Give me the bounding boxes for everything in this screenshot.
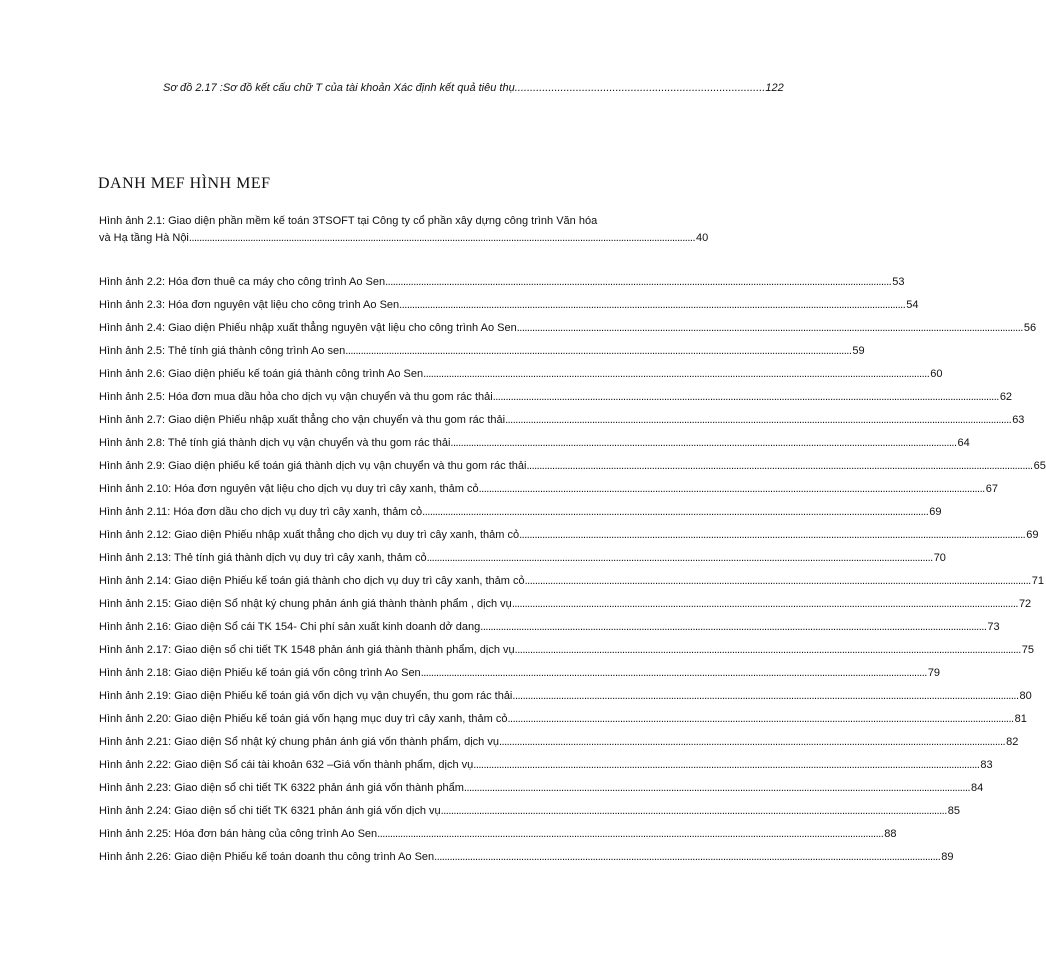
toc-entry-line [99,552,946,566]
toc-entry-title: Hình ảnh 2.26: Giao diện Phiếu kế toán doanh thu công trình Ao Sen [99,851,435,863]
toc-dot-leader [517,322,1023,334]
toc-entry-title: Hình ảnh 2.25: Hóa đơn bán hàng của công trình Ao Sen [99,828,378,840]
toc-entry-line [99,368,943,382]
toc-entry-line [99,621,1000,635]
toc-entry-page: 82 [1006,736,1019,748]
toc-entry-page: 73 [987,621,1000,633]
section-heading: DANH MEF HÌNH MEF [98,175,271,192]
toc-entry-title: Hình ảnh 2.9: Giao diện phiếu kế toán giá thành dịch vụ vận chuyển và thu gom rác thải [99,460,527,472]
toc-dot-leader [434,851,940,863]
toc-entry[interactable] [99,368,943,382]
toc-entry[interactable] [99,598,1032,612]
toc-entry-line [99,667,941,681]
toc-dot-leader [493,391,999,403]
toc-entry-page: 54 [906,299,919,311]
toc-dot-leader [505,414,1011,426]
toc-entry[interactable] [99,391,1013,405]
toc-entry-title: Hình ảnh 2.6: Giao diện phiếu kế toán giá thành công trình Ao Sen [99,368,424,380]
toc-entry-page: 71 [1031,575,1044,587]
toc-entry-title: Hình ảnh 2.12: Giao diện Phiếu nhập xuất thẳng cho dịch vụ duy trì cây xanh, thảm cỏ [99,529,520,541]
toc-dot-leader [345,345,851,357]
toc-entry[interactable] [99,851,954,865]
toc-entry[interactable] [99,414,1025,428]
toc-entry[interactable] [99,460,1046,474]
toc-dot-leader [377,828,883,840]
toc-entry-page: 53 [892,276,905,288]
toc-dot-leader [525,575,1031,587]
toc-dot-leader [423,368,929,380]
toc-dot-leader [507,713,1013,725]
toc-entry-title: Hình ảnh 2.14: Giao diện Phiếu kế toán giá thành cho dịch vụ duy trì cây xanh, thảm cỏ [99,575,525,587]
toc-entry-page: 80 [1019,690,1032,702]
toc-entry-title: Hình ảnh 2.16: Giao diện Sổ cái TK 154- Chi phí sản xuất kinh doanh dở dang [99,621,481,633]
toc-entry-line [99,437,970,451]
toc-entry-title: Hình ảnh 2.2: Hóa đơn thuê ca máy cho công trình Ao Sen [99,276,386,288]
toc-entry[interactable] [99,299,919,313]
toc-entry-page: 69 [1026,529,1039,541]
toc-entry[interactable] [99,828,897,842]
toc-entry-line [99,506,942,520]
toc-dot-leader [512,690,1018,702]
toc-entry[interactable] [99,621,1000,635]
toc-dot-leader: .................................................................................. [514,82,766,94]
toc-entry-page: 79 [927,667,941,679]
toc-entry-page: 64 [957,437,970,449]
toc-entry-page: 72 [1018,598,1032,610]
toc-entry-line [99,805,961,819]
toc-entry-page: 88 [884,828,897,840]
toc-dot-leader [515,644,1021,656]
toc-entry-line [99,299,919,313]
toc-entry[interactable] [99,690,1032,704]
toc-dot-leader [480,621,986,633]
toc-entry[interactable] [99,736,1019,750]
toc-entry[interactable] [99,552,946,566]
toc-entry-page: 67 [985,483,998,495]
toc-entry-line [99,713,1027,727]
toc-entry-line [99,644,1035,658]
toc-entry-page: 60 [930,368,943,380]
toc-entry-line [99,391,1013,405]
toc-dot-leader [427,552,933,564]
toc-dot-leader [450,437,956,449]
toc-entry-title: Sơ đồ 2.17 :Sơ đồ kết cấu chữ T của tài khoản Xác định kết quả tiêu thụ [163,82,515,94]
toc-entry-page: 40 [696,232,709,244]
toc-dot-leader [464,782,970,794]
toc-entry-title: Hình ảnh 2.8: Thẻ tính giá thành dịch vụ vận chuyển và thu gom rác thải [99,437,451,449]
toc-entry-page: 65 [1033,460,1046,472]
toc-entry-title: Hình ảnh 2.24: Giao diện sổ chi tiết TK 6321 phản ánh giá vốn dịch vụ [99,805,441,817]
toc-entry[interactable] [99,759,993,773]
toc-dot-leader [189,232,695,244]
toc-entry[interactable] [99,276,905,290]
toc-entry-page: 122 [765,82,784,94]
toc-entry-page: 84 [971,782,984,794]
toc-entry-title: Hình ảnh 2.15: Giao diện Sổ nhật ký chung phản ánh giá thành thành phẩm , dịch vụ [99,598,512,610]
toc-entry-page: 89 [941,851,954,863]
toc-entry-title: Hình ảnh 2.13: Thẻ tính giá thành dịch vụ duy trì cây xanh, thảm cỏ [99,552,427,564]
toc-entry[interactable] [99,529,1039,543]
toc-entry-page: 63 [1012,414,1025,426]
toc-entry-page: 56 [1023,322,1037,334]
toc-entry-title: Hình ảnh 2.17: Giao diện sổ chi tiết TK 1548 phản ánh giá thành thành phẩm, dịch vụ [99,644,515,656]
toc-entry-line [99,690,1032,704]
toc-entry-line [99,232,709,246]
toc-entry-title: Hình ảnh 2.5: Thẻ tính giá thành công trình Ao sen [99,345,346,357]
toc-entry-line [99,414,1025,428]
toc-entry-title: Hình ảnh 2.4: Giao diện Phiếu nhập xuất thẳng nguyên vật liệu cho công trình Ao Sen [99,322,517,334]
toc-dot-leader [441,805,947,817]
toc-entry-line [99,736,1019,750]
toc-entry[interactable] [99,644,1035,658]
toc-dot-leader [479,483,985,495]
toc-entry-title: Hình ảnh 2.11: Hóa đơn dầu cho dịch vụ duy trì cây xanh, thảm cỏ [99,506,423,518]
toc-entry-page: 83 [980,759,993,771]
toc-entry-page: 59 [852,345,865,357]
toc-entry-title: và Hạ tầng Hà Nội [99,232,189,244]
toc-dot-leader [512,598,1018,610]
toc-entry-title: Hình ảnh 2.10: Hóa đơn nguyên vật liệu cho dịch vụ duy trì cây xanh, thảm cỏ [99,483,479,495]
toc-entry-page: 62 [999,391,1013,403]
toc-entry-title: Hình ảnh 2.5: Hóa đơn mua dầu hỏa cho dịch vụ vận chuyển và thu gom rác thải [99,391,493,403]
toc-entry-title: Hình ảnh 2.22: Giao diện Sổ cái tài khoản 632 –Giá vốn thành phẩm, dịch vụ [99,759,474,771]
toc-entry[interactable] [99,322,1037,336]
toc-entry-page: 69 [929,506,942,518]
toc-entry-title: Hình ảnh 2.7: Giao diện Phiếu nhập xuất thẳng cho vận chuyển và thu gom rác thải [99,414,506,426]
toc-entry-line [99,828,897,842]
toc-entry[interactable] [99,213,709,246]
toc-entry-line [99,782,984,796]
toc-entry-page: 70 [933,552,946,564]
toc-entry-title: Hình ảnh 2.23: Giao diện sổ chi tiết TK 6322 phản ánh giá vốn thành phẩm [99,782,464,794]
toc-entry-page: 75 [1021,644,1035,656]
toc-dot-leader [473,759,979,771]
toc-entry[interactable] [99,575,1044,589]
toc-entry-title: Hình ảnh 2.21: Giao diện Sổ nhật ký chung phản ánh giá vốn thành phẩm, dịch vụ [99,736,499,748]
toc-entry[interactable] [99,437,970,451]
toc-entry-title: Hình ảnh 2.20: Giao diện Phiếu kế toán giá vốn hạng mục duy trì cây xanh, thảm cỏ [99,713,508,725]
toc-entry-line [99,322,1037,336]
toc-entry-line [99,483,998,497]
toc-entry[interactable] [99,805,961,819]
toc-entry-page: 81 [1014,713,1027,725]
toc-entry-title-line: Hình ảnh 2.1: Giao diện phần mềm kế toán 3TSOFT tại Công ty cổ phần xây dựng công trình Văn hóa [99,215,598,227]
toc-entry-line [99,759,993,773]
toc-entry-line [99,598,1032,612]
toc-entry[interactable] [99,506,942,520]
toc-entry-line [99,276,905,290]
toc-dot-leader [421,667,927,679]
toc-entry-line [99,529,1039,543]
toc-entry-line [99,851,954,865]
toc-entry-line [99,345,865,359]
toc-entry[interactable] [99,345,865,359]
toc-entry-diagram-2-17 [163,82,784,94]
toc-entry-page: 85 [947,805,961,817]
toc-dot-leader [385,276,891,288]
toc-entry-line [99,575,1044,589]
toc-entry[interactable] [99,782,984,796]
toc-dot-leader [519,529,1025,541]
toc-entry-title: Hình ảnh 2.18: Giao diện Phiếu kế toán giá vốn công trình Ao Sen [99,667,421,679]
toc-entry[interactable] [99,483,998,497]
toc-dot-leader [499,736,1005,748]
toc-entry-title: Hình ảnh 2.3: Hóa đơn nguyên vật liệu cho công trình Ao Sen [99,299,400,311]
toc-entry[interactable] [99,667,941,681]
toc-dot-leader [422,506,928,518]
toc-entry-title: Hình ảnh 2.19: Giao diện Phiếu kế toán giá vốn dịch vụ vận chuyển, thu gom rác thải [99,690,513,702]
toc-dot-leader [399,299,905,311]
toc-dot-leader [526,460,1032,472]
toc-entry[interactable] [99,713,1027,727]
toc-entry-line [99,460,1046,474]
